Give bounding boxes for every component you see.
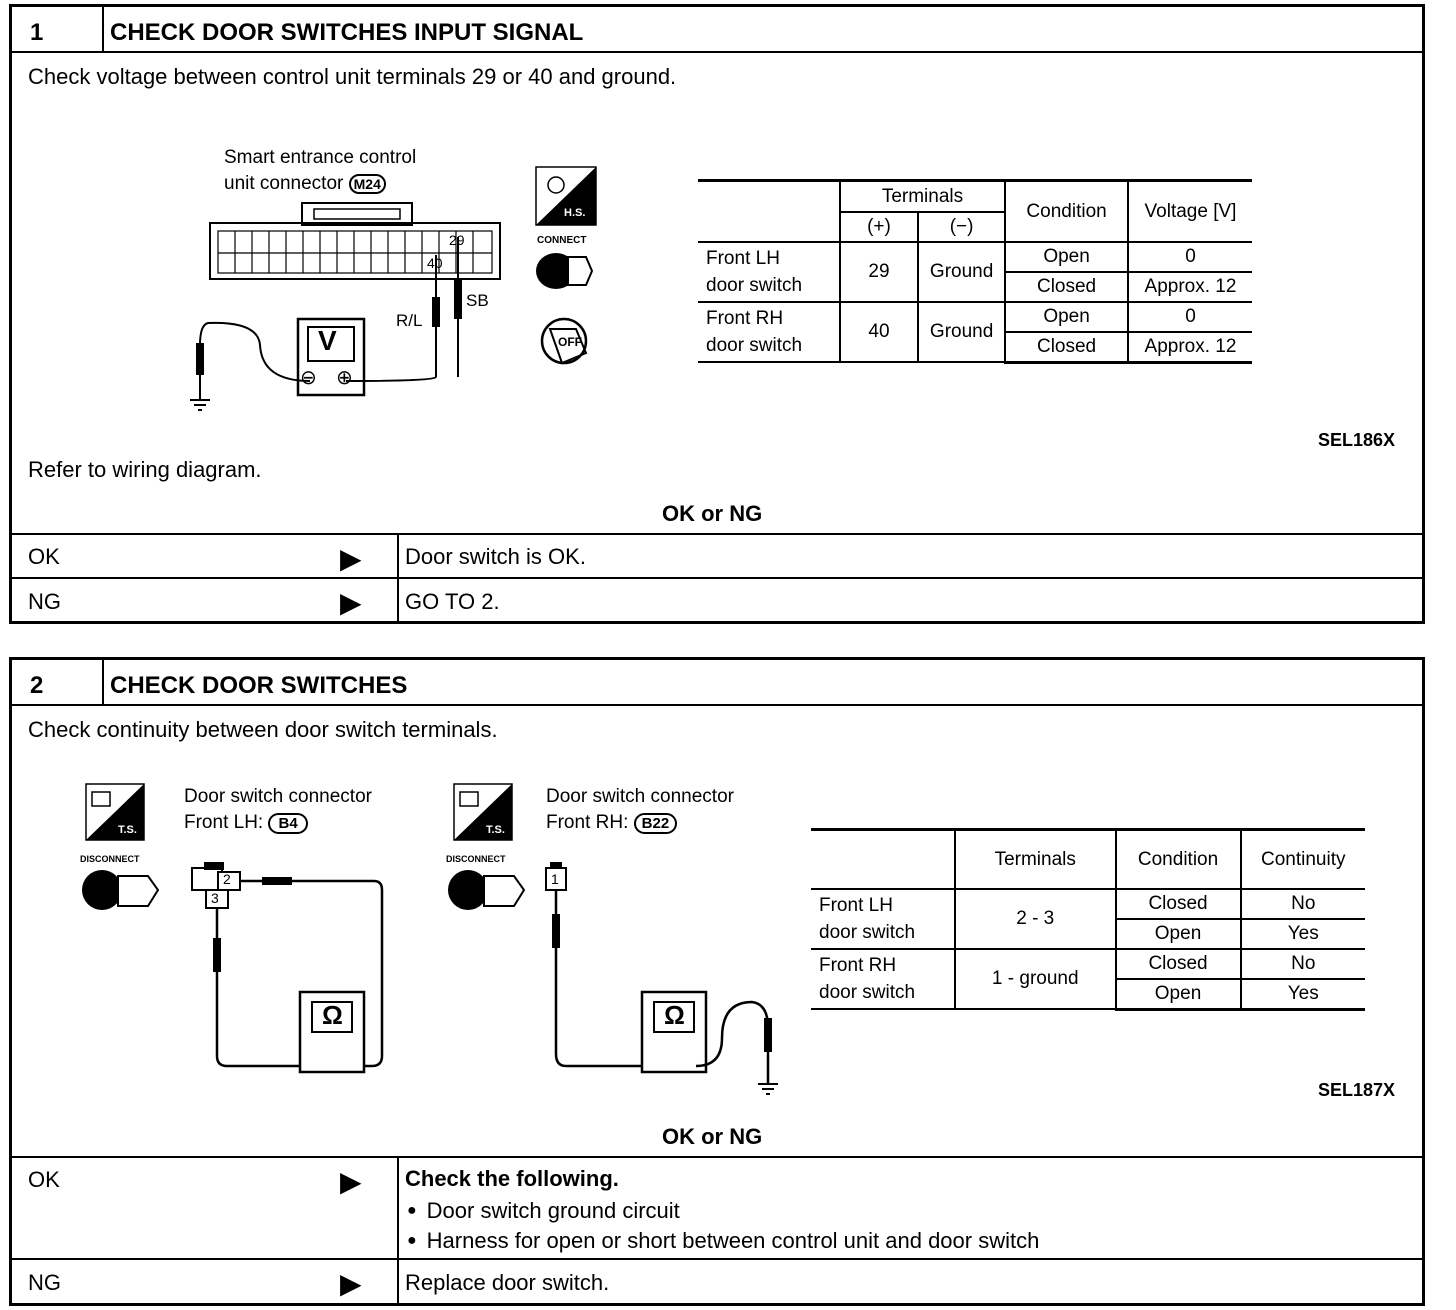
bullet-item [405,1226,1039,1256]
result-divider [397,1156,399,1303]
refer-wiring-note: Refer to wiring diagram. [28,457,262,482]
connector-code-b22: B22 [634,813,678,834]
continuity-cell: No [1241,889,1366,919]
result-ok-arrow-icon: ▶ [340,543,362,574]
pin-29-label: 29 [449,232,465,248]
result-ok-text: Door switch is OK. [405,544,586,569]
result-ok-arrow-icon: ▶ [340,1166,362,1197]
lh-connector-label-line2 [184,812,308,834]
row-name-line1: Front RH [706,308,784,329]
result-rule-mid [12,1258,1422,1260]
result-ng-arrow-icon: ▶ [340,1268,362,1299]
ok-or-ng-label: OK or NG [662,1124,763,1149]
step-1-title: CHECK DOOR SWITCHES INPUT SIGNAL [110,19,584,46]
result-ng-label: NG [28,589,61,614]
ok-or-ng-label: OK or NG [662,501,763,526]
row-name-line2: door switch [819,982,916,1003]
terminals-cell: 1 - ground [955,949,1116,1009]
row-name-line2: door switch [819,922,916,943]
voltage-cell: Approx. 12 [1128,332,1252,362]
ohmmeter-symbol-rh: Ω [664,1000,685,1030]
result-rule-mid [12,577,1422,579]
bullet-text: Door switch ground circuit [426,1198,680,1223]
disconnect-plug-icon [82,870,122,910]
connect-label: CONNECT [537,235,587,246]
minus-terminal-cell: Ground [918,242,1005,302]
figure-code-sel187x: SEL187X [1318,1080,1396,1100]
terminals-header: Terminals [840,182,1005,212]
table-top-rule [698,179,1252,182]
continuity-cell: Yes [1241,979,1366,1009]
step-1-number: 1 [30,19,44,46]
terminals-cell: 2 - 3 [955,889,1116,949]
voltage-check-diagram [172,145,612,425]
header-rule [12,704,1422,706]
result-ng-arrow-icon: ▶ [340,587,362,618]
table-row [811,889,1365,919]
ts-label-rh: T.S. [486,824,505,836]
lh-connector-label: Door switch connector [184,786,372,807]
result-ng-text: Replace door switch. [405,1270,610,1295]
plus-terminal-cell: 29 [840,242,918,302]
disconnect-plug-icon-rh [448,870,488,910]
blank-header-cell [811,831,955,889]
rh-continuity-diagram [442,778,792,1098]
probe-sb [454,279,462,319]
condition-cell: Open [1005,302,1128,332]
off-label: OFF [558,335,582,349]
connector-latch [302,203,412,225]
meter-minus-terminal: ⊖ [300,367,317,389]
continuity-cell: No [1241,949,1366,979]
step-2-title: CHECK DOOR SWITCHES [110,672,408,699]
lh-pin-3: 3 [211,890,219,906]
meter-plus-terminal: ⊕ [336,367,353,389]
header-rule [12,51,1422,53]
row-name-cell [698,242,840,302]
voltmeter-symbol: V [318,325,337,356]
plus-header: (+) [840,212,918,242]
row-name-line1: Front LH [706,248,780,269]
voltage-header: Voltage [V] [1128,182,1252,242]
result-ok-content [405,1166,1039,1256]
continuity-cell: Yes [1241,919,1366,949]
plus-terminal-cell: 40 [840,302,918,362]
condition-cell: Open [1005,242,1128,272]
result-ok-label: OK [28,544,60,569]
result-ok-label: OK [28,1167,60,1192]
minus-header: (−) [918,212,1005,242]
header-divider [102,7,104,51]
table-header-row [811,831,1365,889]
condition-cell: Closed [1005,332,1128,362]
table-header-row [698,182,1252,212]
step-2-instruction: Check continuity between door switch terminals. [28,717,498,742]
voltmeter-wiring-svg [172,145,612,425]
result-ng-text: GO TO 2. [405,589,500,614]
step-1-box [9,4,1425,624]
bullet-text: Harness for open or short between control unit and door switch [426,1228,1040,1253]
connector-label-text: unit connector [224,173,344,194]
rh-pin-1: 1 [551,871,559,887]
ts-label: T.S. [118,824,137,836]
row-name-line2: door switch [706,335,803,356]
connector-label: Smart entrance control [224,147,417,168]
condition-cell: Open [1116,919,1241,949]
disconnect-label-rh: DISCONNECT [446,854,506,864]
ground-probe-rh [764,1018,772,1052]
continuity-spec-table-wrap [811,828,1365,1011]
condition-header: Condition [1116,831,1241,889]
step-1-instruction: Check voltage between control unit terminals 29 or 40 and ground. [28,64,677,89]
voltage-cell: Approx. 12 [1128,272,1252,302]
step-2-number: 2 [30,672,44,699]
table-row [698,302,1252,332]
result-divider [397,533,399,621]
row-name-cell [698,302,840,362]
condition-cell: Closed [1116,889,1241,919]
row-name-cell [811,949,955,1009]
disconnect-label: DISCONNECT [80,854,140,864]
result-ng-label: NG [28,1270,61,1295]
row-name-line1: Front RH [819,955,897,976]
rh-connector-label: Door switch connector [546,786,734,807]
bullet-dot-icon: ● [407,1202,417,1219]
rh-connector-text: Front RH: [546,812,629,833]
row-name-line2: door switch [706,275,803,296]
terminals-header: Terminals [955,831,1116,889]
connector-code-b4: B4 [268,813,307,834]
voltage-cell: 0 [1128,302,1252,332]
result-rule-top [12,533,1422,535]
connector-code-m24: M24 [349,174,386,194]
table-row [698,242,1252,272]
condition-cell: Closed [1116,949,1241,979]
step-2-box [9,657,1425,1306]
pin-40-label: 40 [427,255,443,271]
header-divider [102,660,104,704]
ground-probe [196,343,204,375]
connector-latch-slot [314,209,400,219]
probe-rl [432,297,440,327]
table-row [811,949,1365,979]
row-name-cell [811,889,955,949]
bullet-dot-icon: ● [407,1232,417,1249]
lh-continuity-diagram [78,778,428,1098]
result-rule-top [12,1156,1422,1158]
continuity-header: Continuity [1241,831,1366,889]
table-top-rule [811,828,1365,831]
wire-sb-label: SB [466,291,489,310]
continuity-spec-table [811,831,1365,1011]
condition-cell: Open [1116,979,1241,1009]
voltage-spec-table [698,182,1252,364]
bullet-item [405,1196,1039,1226]
voltage-spec-table-wrap [698,179,1252,364]
wire-rl-label: R/L [396,311,423,330]
condition-cell: Closed [1005,272,1128,302]
check-following-heading: Check the following. [405,1166,619,1191]
row-name-line1: Front LH [819,895,893,916]
ohmmeter-symbol: Ω [322,1000,343,1030]
figure-code-sel186x: SEL186X [1318,430,1396,450]
minus-terminal-cell: Ground [918,302,1005,362]
blank-header-cell [698,182,840,242]
lh-pin-2: 2 [223,871,231,887]
voltage-cell: 0 [1128,242,1252,272]
condition-header: Condition [1005,182,1128,242]
rh-connector-label-line2 [546,812,677,834]
lh-connector-text: Front LH: [184,812,264,833]
hs-label: H.S. [564,207,586,219]
